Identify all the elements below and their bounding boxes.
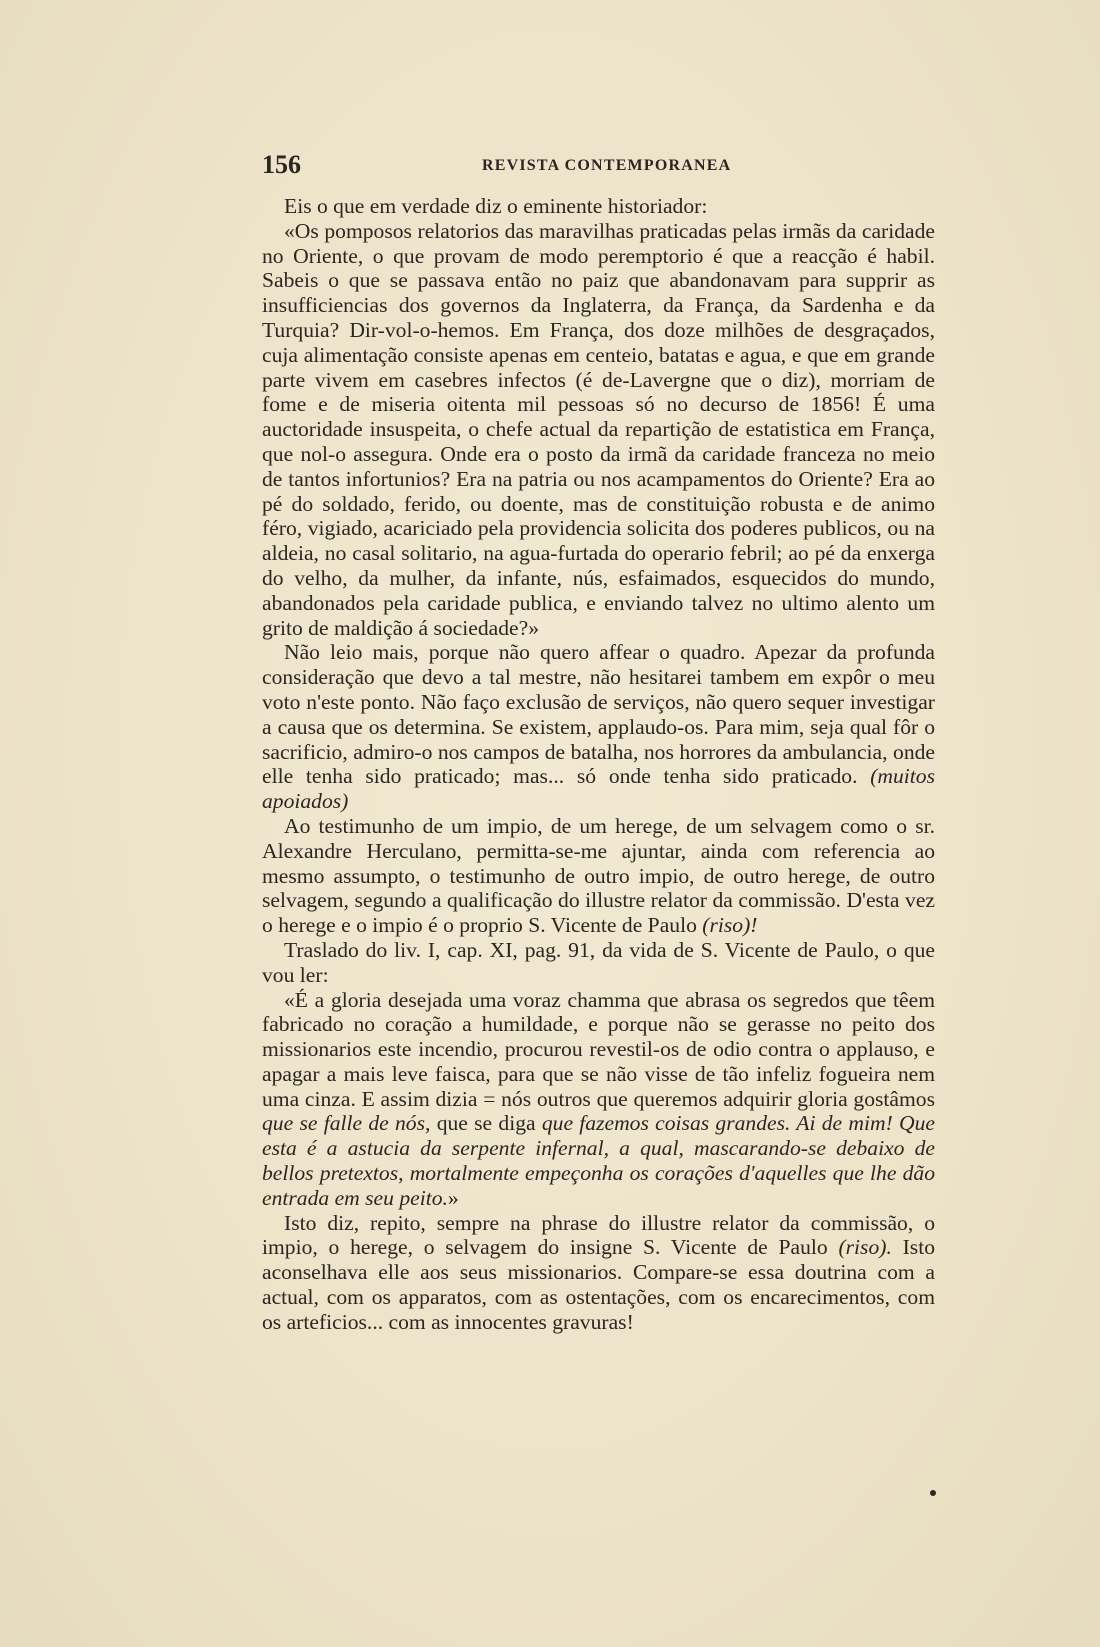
paragraph-conclusion: Isto diz, repito, sempre na phrase do illustre relator da commissão, o impio, o herege, o selvagem do insigne S. Vicente de Paulo (riso). Isto aconselhava elle aos seus missionarios. Compare-se essa doutrina com a actual, com os apparatos, com as ostentações, com os encarecimentos, com os arteficios... com as innocentes gravuras! <box>262 1210 935 1334</box>
ink-speck <box>930 1490 936 1496</box>
aside-apoiados: (muitos apoiados) <box>262 764 935 814</box>
paragraph-quote-herculano: «Os pomposos relatorios das maravilhas praticadas pelas irmãs da caridade no Oriente, o que provam de modo peremptorio é que a reacção é habil. Sabeis o que se passava então no paiz que abandonavam para supprir as insufficiencias dos governos da Inglaterra, da França, da Sardenha e da Turquia? Dir-vol-o-hemos. Em França, dos doze milhões de desgraçados, cuja alimentação consiste apenas em centeio, batatas e agua, e que em grande parte vivem em casebres infectos (é de-Lavergne que o diz), morriam de fome e de miseria oitenta mil pessoas só no decurso de 1856! É uma auctoridade insuspeita, o chefe actual da repartição de estatistica em França, que nol-o assegura. Onde era o posto da irmã da caridade franceza no meio de tantos infortunios? Era na patria ou nos acampamentos do Oriente? Era ao pé do soldado, ferido, ou doente, mas de constituição robusta e de animo féro, vigiado, acariciado pela providencia solicita dos poderes publicos, ou na aldeia, no casal solitario, na agua-furtada do operario febril; ao pé da enxerga do velho, da mulher, da infante, nús, esfaimados, esquecidos do mundo, abandonados pela caridade publica, e enviando talvez no ultimo alento um grito de maldição á sociedade?» <box>262 218 935 640</box>
paragraph-quote-vicente: «É a gloria desejada uma voraz chamma que abrasa os segredos que têem fabricado no coração a humildade, e porque não se gerasse no peito dos missionarios este incendio, procurou revestil-os de odio contra o applauso, e apagar a mais leve faisca, para que se não visse de tão infeliz fogueira nem uma cinza. E assim dizia = nós outros que queremos adquirir gloria gostâmos que se falle de nós, que se diga que fazemos coisas grandes. Ai de mim! Que esta é a astucia da serpente infernal, a qual, mascarando-se debaixo de bellos pretextos, mortalmente empeçonha os corações d'aquelles que lhe dão entrada em seu peito.» <box>262 987 936 1210</box>
page-header <box>262 150 934 180</box>
paragraph-intro: Eis o que em verdade diz o eminente historiador: <box>284 194 708 218</box>
paragraph-testimunho: Ao testimunho de um impio, de um herege, de um selvagem como o sr. Alexandre Herculano, permitta-se-me ajuntar, ainda com referencia ao mesmo assumpto, o testimunho de outro impio, de outro herege, de outro selvagem, segundo a qualificação do illustre relator da commissão. D'esta vez o herege e o impio é o proprio S. Vicente de Paulo (riso)! <box>262 813 935 938</box>
body-text <box>262 194 935 1335</box>
running-title: REVISTA CONTEMPORANEA <box>482 157 732 174</box>
paragraph-affear: Não leio mais, porque não quero affear o quadro. Apezar da profunda consideração que devo a tal mestre, não hesitarei tambem em expôr o meu voto n'este ponto. Não faço exclusão de serviços, não quero sequer investigar a causa que os determina. Se existem, applaudo-os. Para mim, seja qual fôr o sacrificio, admiro-o nos campos de batalha, nos horrores da ambulancia, onde elle tenha sido praticado; mas... só onde tenha sido praticado. (muitos apoiados) <box>262 640 935 814</box>
aside-riso: (riso)! <box>702 913 758 938</box>
paragraph-traslado: Traslado do liv. I, cap. XI, pag. 91, da vida de S. Vicente de Paulo, o que vou ler: <box>262 937 935 987</box>
page-number: 156 <box>262 150 301 179</box>
